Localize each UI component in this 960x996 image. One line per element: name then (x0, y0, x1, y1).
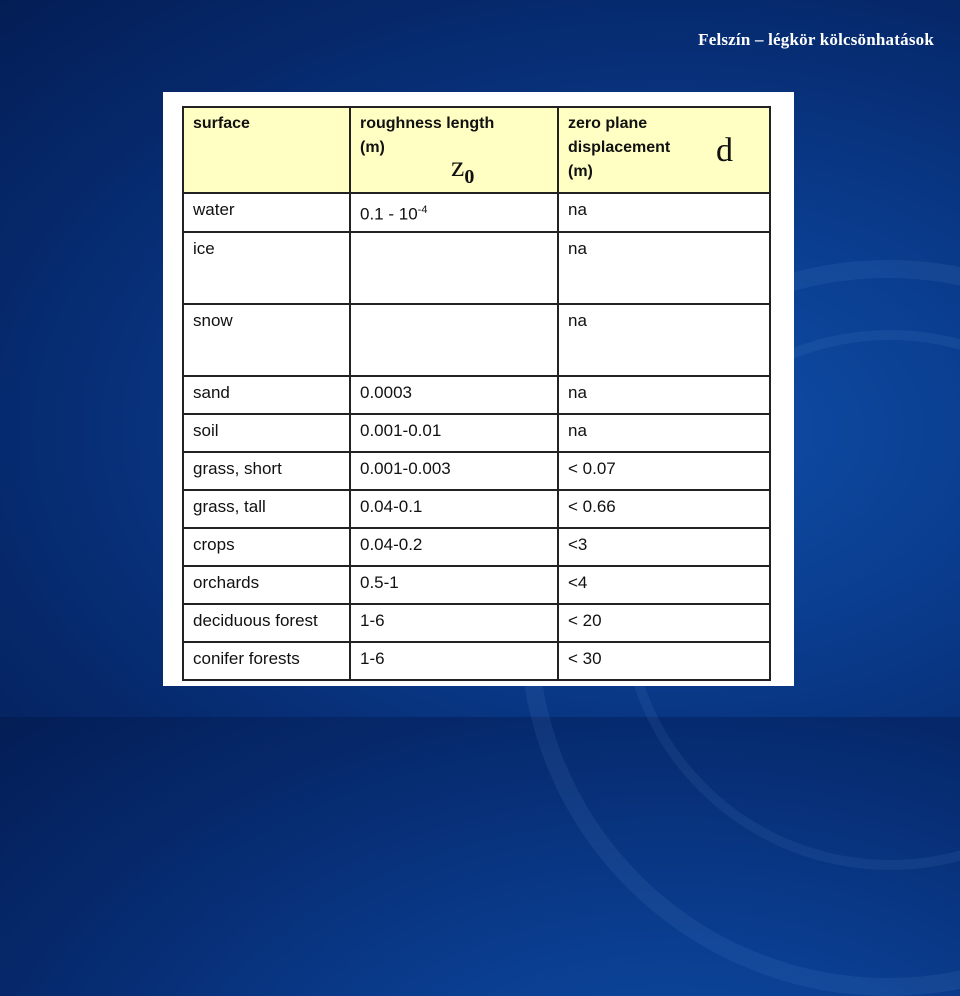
header-surface (183, 107, 350, 193)
slide-title: Felszín – légkör kölcsönhatások (698, 30, 934, 49)
z0-symbol (451, 150, 474, 189)
cell-displacement: < 20 (558, 604, 770, 642)
cell-displacement: < 0.07 (558, 452, 770, 490)
table-row (183, 490, 770, 528)
header-displacement-unit: (m) (568, 163, 593, 180)
cell-roughness: 0.04-0.1 (350, 490, 558, 528)
z0-subscript: 0 (464, 166, 475, 188)
cell-roughness (350, 232, 558, 304)
cell-surface: crops (183, 528, 350, 566)
table-image-frame (163, 92, 794, 686)
cell-roughness (350, 304, 558, 376)
cell-roughness: 1-6 (350, 642, 558, 680)
cell-displacement: < 0.66 (558, 490, 770, 528)
cell-displacement: <3 (558, 528, 770, 566)
cell-roughness: 0.001-0.003 (350, 452, 558, 490)
table-row (183, 642, 770, 680)
roughness-base: 0.1 - 10 (360, 204, 418, 224)
table-row (183, 604, 770, 642)
cell-surface: orchards (183, 566, 350, 604)
cell-surface: grass, tall (183, 490, 350, 528)
cell-surface: grass, short (183, 452, 350, 490)
cell-surface: sand (183, 376, 350, 414)
cell-roughness: 0.5-1 (350, 566, 558, 604)
cell-surface: soil (183, 414, 350, 452)
cell-roughness: 1-6 (350, 604, 558, 642)
table-row (183, 528, 770, 566)
header-roughness-label: roughness length (360, 115, 495, 132)
table-row (183, 304, 770, 376)
cell-roughness: 0.0003 (350, 376, 558, 414)
table-row (183, 376, 770, 414)
cell-roughness: 0.001-0.01 (350, 414, 558, 452)
header-displacement (558, 107, 770, 193)
cell-displacement: na (558, 232, 770, 304)
header-displacement-label-1: zero plane (568, 115, 648, 132)
d-symbol: d (716, 132, 733, 169)
table-row (183, 414, 770, 452)
table-row (183, 232, 770, 304)
header-displacement-label-2: displacement (568, 139, 671, 156)
table-row (183, 566, 770, 604)
cell-displacement: < 30 (558, 642, 770, 680)
table-header-row (183, 107, 770, 193)
cell-surface: ice (183, 232, 350, 304)
cell-surface: deciduous forest (183, 604, 350, 642)
cell-displacement: <4 (558, 566, 770, 604)
cell-displacement: na (558, 304, 770, 376)
roughness-exponent: -4 (417, 204, 428, 216)
table-row (183, 452, 770, 490)
z0-base: z (451, 150, 465, 183)
cell-displacement: na (558, 376, 770, 414)
table-row-water (183, 193, 770, 232)
cell-displacement: na (558, 414, 770, 452)
cell-displacement: na (558, 193, 770, 232)
cell-roughness: 0.04-0.2 (350, 528, 558, 566)
roughness-table (182, 106, 771, 681)
header-surface-label: surface (193, 115, 250, 132)
cell-surface: water (183, 193, 350, 232)
cell-surface: snow (183, 304, 350, 376)
cell-roughness (350, 193, 558, 232)
cell-surface: conifer forests (183, 642, 350, 680)
header-roughness-unit: (m) (360, 139, 385, 156)
